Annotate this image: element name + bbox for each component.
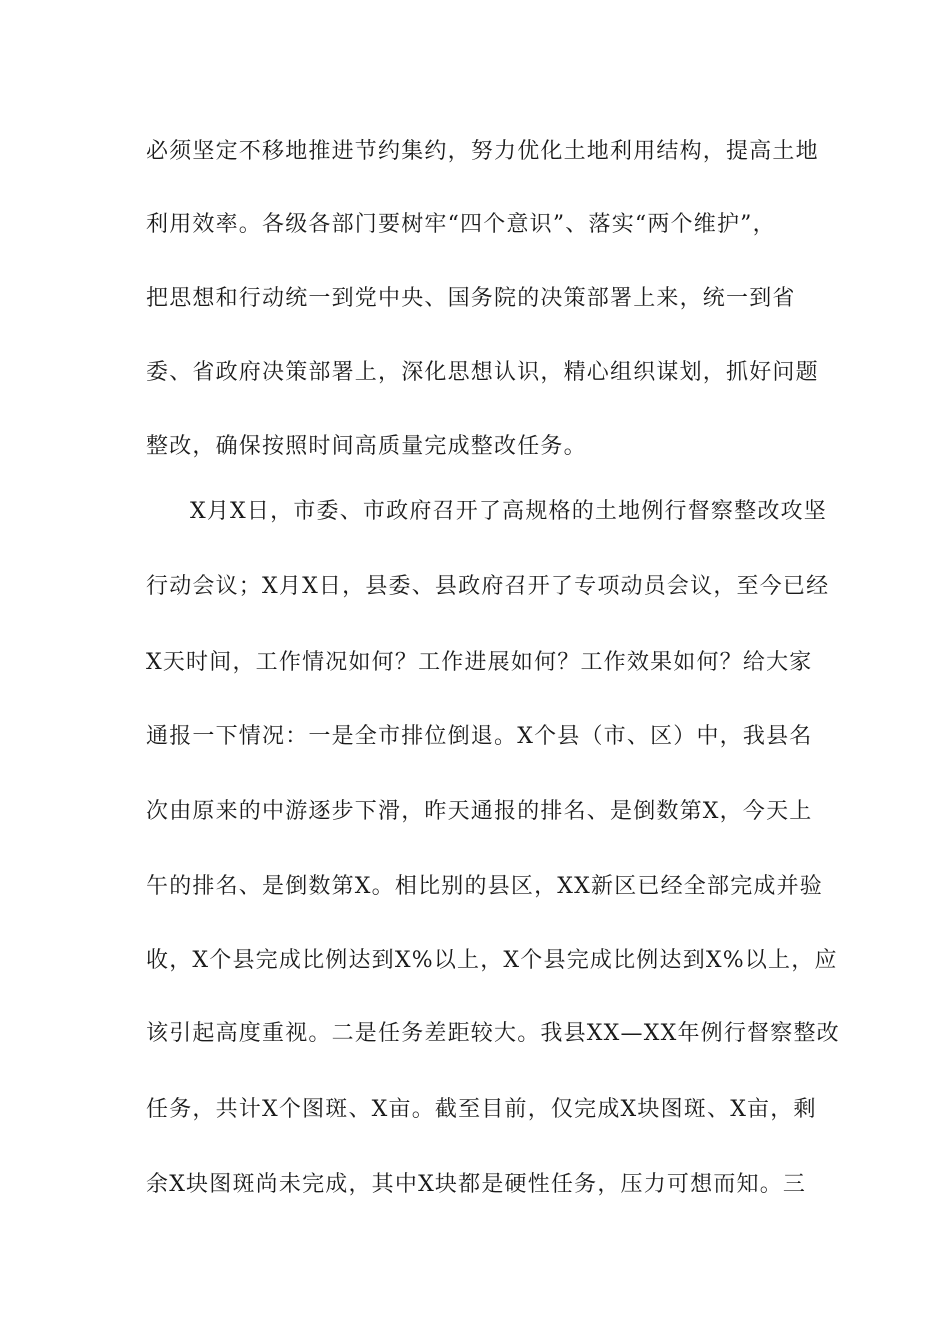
paragraph-line: 把思想和行动统一到党中央、国务院的决策部署上来，统一到省	[146, 286, 796, 311]
paragraph-line: 利用效率。各级各部门要树牢“四个意识”、落实“两个维护”，	[146, 212, 776, 237]
paragraph-line: 整改，确保按照时间高质量完成整改任务。	[146, 434, 587, 459]
paragraph-line: 该引起高度重视。二是任务差距较大。我县XX—XX年例行督察整改	[146, 1021, 840, 1046]
paragraph-line: 必须坚定不移地推进节约集约，努力优化土地利用结构，提高土地	[146, 139, 819, 164]
paragraph-line: 余X块图斑尚未完成，其中X块都是硬性任务，压力可想而知。三	[146, 1172, 807, 1197]
paragraph-line: 午的排名、是倒数第X。相比别的县区，XX新区已经全部完成并验	[146, 874, 823, 899]
paragraph-line: 收，X个县完成比例达到X%以上，X个县完成比例达到X%以上，应	[146, 948, 838, 973]
paragraph-line: 任务，共计X个图斑、X亩。截至目前，仅完成X块图斑、X亩，剩	[146, 1097, 817, 1122]
paragraph-line: 行动会议；X月X日，县委、县政府召开了专项动员会议，至今已经	[146, 574, 830, 599]
paragraph-line: 通报一下情况：一是全市排位倒退。X个县（市、区）中，我县名	[146, 724, 813, 749]
paragraph-line: 委、省政府决策部署上，深化思想认识，精心组织谋划，抓好问题	[146, 360, 819, 385]
paragraph-line: X天时间，工作情况如何？工作进展如何？工作效果如何？给大家	[146, 650, 813, 675]
paragraph-line: X月X日，市委、市政府召开了高规格的土地例行督察整改攻坚	[190, 499, 827, 524]
paragraph-line: 次由原来的中游逐步下滑，昨天通报的排名、是倒数第X，今天上	[146, 799, 813, 824]
